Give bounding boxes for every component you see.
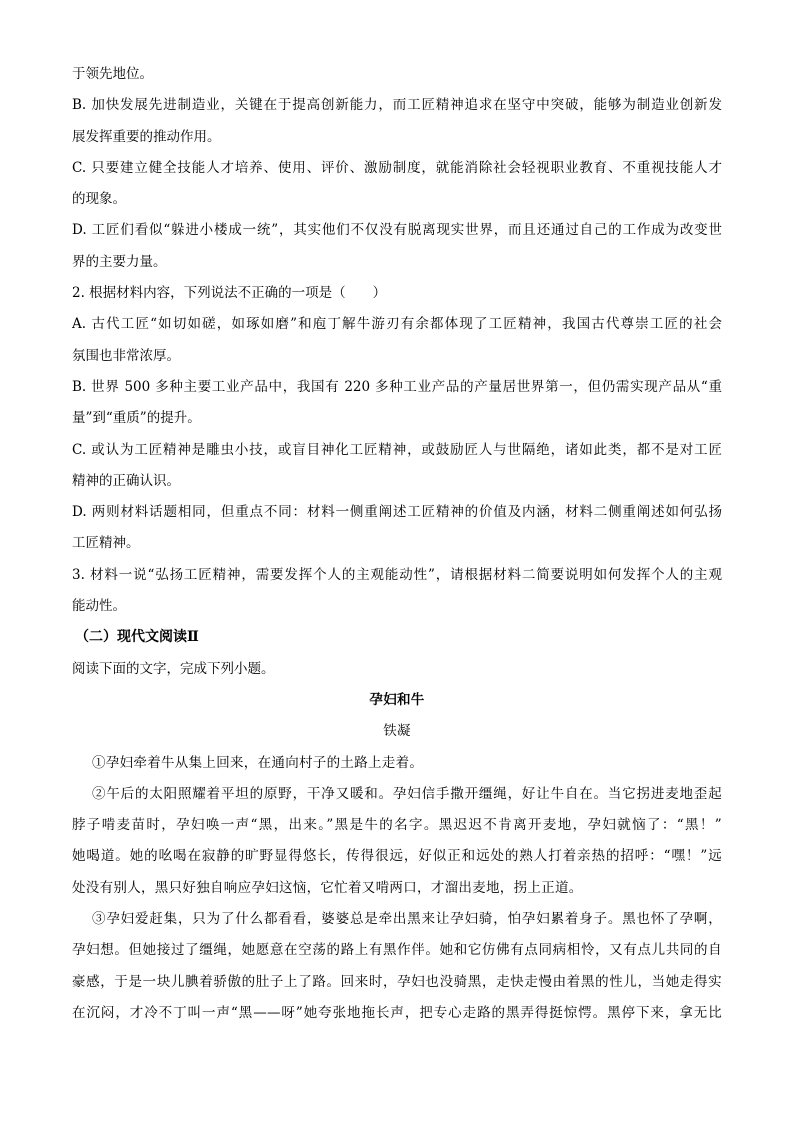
q1-option-c [72, 153, 722, 216]
q2-option-d [72, 497, 722, 560]
q1-option-d [72, 215, 722, 278]
q2-option-a [72, 309, 722, 372]
option-text-line: 精神的正确认识。 [72, 472, 180, 489]
question-stem: 2. 根据材料内容，下列说法不正确的一项是（ ） [72, 285, 387, 302]
option-a-continuation: 于领先地位。 [72, 66, 153, 82]
paragraph-line: 她喝道。她的吆喝在寂静的旷野显得悠长，传得很远，好似正和远处的熟人打着亲热的招呼：“嘿！”远 [72, 848, 722, 865]
q1-option-b [72, 90, 722, 153]
option-text-line: D. 两则材料话题相同，但重点不同：材料一侧重阐述工匠精神的价值及内涵，材料二侧重阐述如何弘扬 [72, 504, 722, 521]
option-text-line: B. 世界 500 多种主要工业产品中，我国有 220 多种工业产品的产量居世界第一，但仍需实现产品从“重 [72, 378, 722, 395]
paragraph-line: 处没有别人，黑只好独自响应孕妇这恼，它忙着又啃两口，才溜出麦地，拐上正道。 [72, 879, 583, 896]
story-author: 铁凝 [383, 723, 411, 740]
question-stem: 能动性。 [72, 598, 126, 615]
paragraph-1 [72, 748, 722, 779]
question-1-remainder [72, 59, 722, 278]
paragraph-line: 豪感，于是一块儿腆着骄傲的肚子上了路。回来时，孕妇也没骑黑，走快走慢由着黑的性儿，当她走得实 [72, 973, 722, 990]
option-text-line: 氛围也非常浓厚。 [72, 347, 180, 364]
option-text-line: D. 工匠们看似“躲进小楼成一统”，其实他们不仅没有脱离现实世界，而且还通过自己的工作成为改变世 [72, 222, 722, 239]
option-text-line: C. 或认为工匠精神是雕虫小技，或盲目神化工匠精神，或鼓励匠人与世隔绝，诸如此类，都不是对工匠 [72, 441, 722, 458]
story-passage [72, 685, 722, 1029]
paragraph-line: 在沉闷，才冷不丁叫一声“黑——呀”她夸张地拖长声，把专心走路的黑弄得挺惊愕。黑停下来，拿无比 [72, 1004, 722, 1021]
question-stem: 3. 材料一说“弘扬工匠精神，需要发挥个人的主观能动性”，请根据材料二简要说明如何发挥个人的主观 [72, 566, 722, 583]
option-text-line: A. 古代工匠“如切如磋，如琢如磨”和庖丁解牛游刃有余都体现了工匠精神，我国古代尊崇工匠的社会 [72, 316, 722, 333]
option-text-line: 界的主要力量。 [72, 253, 167, 270]
paragraph-line: ①孕妇牵着牛从集上回来，在通向村子的土路上走着。 [92, 754, 424, 771]
q2-option-b [72, 372, 722, 435]
question-2 [72, 278, 722, 560]
paragraph-line: ②午后的太阳照耀着平坦的原野，干净又暖和。孕妇信手撒开缰绳，好让牛自在。当它拐进麦地歪起 [92, 785, 722, 802]
section-heading: （二）现代文阅读Ⅱ [75, 629, 199, 646]
option-text-line: 量”到“重质”的提升。 [72, 410, 201, 427]
paragraph-line: 脖子啃麦苗时，孕妇唤一声“黑，出来。”黑是牛的名字。黑迟迟不肯离开麦地，孕妇就恼了：“黑！” [72, 817, 722, 834]
section-instruction: 阅读下面的文字，完成下列小题。 [72, 660, 275, 677]
question-3 [72, 560, 722, 623]
paragraph-2 [72, 779, 722, 904]
page-content [72, 59, 722, 1029]
q2-option-c [72, 435, 722, 498]
option-text-line: C. 只要建立健全技能人才培养、使用、评价、激励制度，就能消除社会轻视职业教育、不重视技能人才 [72, 159, 722, 176]
paragraph-line: 孕妇想。但她接过了缰绳，她愿意在空荡的路上有黑作伴。她和它仿佛有点同病相怜，又有点儿共同的自 [72, 942, 722, 959]
paragraph-3 [72, 904, 722, 1029]
option-text-line: 的现象。 [72, 191, 126, 208]
option-text-line: 展发挥重要的推动作用。 [72, 128, 221, 145]
option-text-line: 工匠精神。 [72, 535, 140, 552]
paragraph-line: ③孕妇爱赶集，只为了什么都看看，婆婆总是牵出黑来让孕妇骑，怕孕妇累着身子。黑也怀了孕啊， [92, 911, 722, 928]
option-text-line: B. 加快发展先进制造业，关键在于提高创新能力，而工匠精神追求在坚守中突破，能够为制造业创新发 [72, 97, 722, 114]
story-title: 孕妇和牛 [369, 691, 425, 708]
reading-section-2 [72, 622, 722, 1029]
